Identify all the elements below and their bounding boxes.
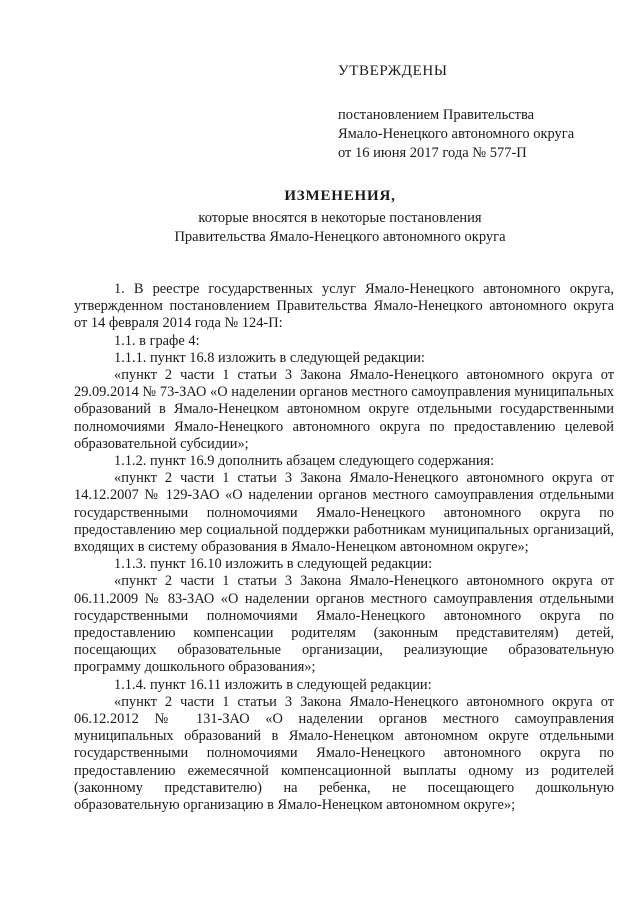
approval-heading: УТВЕРЖДЕНЫ [338, 63, 448, 79]
approval-line: Ямало-Ненецкого автономного округа [338, 126, 575, 142]
paragraph-quote-16-8: «пункт 2 части 1 статьи 3 Закона Ямало-Ненецкого автономного округа от 29.09.2014 № 73-ЗАО «О наделении органов местного самоуправления муниципальных образований в Ямало-Ненецком автономном округе отдельными государственными полномочиями Ямало-Ненецкого автономного округа по предоставлению целевой образовательной субсидии»; [74, 367, 614, 452]
approval-line: от 16 июня 2017 года № 577-П [338, 145, 527, 161]
paragraph-1-1-2: 1.1.2. пункт 16.9 дополнить абзацем следующего содержания: [114, 453, 495, 470]
title-subline: которые вносятся в некоторые постановления [198, 210, 482, 226]
paragraph-quote-16-11: «пункт 2 части 1 статьи 3 Закона Ямало-Ненецкого автономного округа от 06.12.2012 № 131-ЗАО «О наделении органов местного самоуправления муниципальных образований в Ямало-Ненецком автономном округе отдельными государственными полномочиями Ямало-Ненецкого автономного округа по предоставлению ежемесячной компенсационной выплаты одному из родителей (законному представителю) на ребенка, не посещающего дошкольную образовательную организацию в Ямало-Ненецком автономном округе»; [74, 693, 614, 814]
paragraph-1: 1. В реестре государственных услуг Ямало-Ненецкого автономного округа, утвержденном постановлением Правительства Ямало-Ненецкого автономного округа от 14 февраля 2014 года № 124-П: [74, 281, 614, 332]
paragraph-1-1-1: 1.1.1. пункт 16.8 изложить в следующей редакции: [114, 349, 425, 366]
paragraph-quote-16-10: «пункт 2 части 1 статьи 3 Закона Ямало-Ненецкого автономного округа от 06.11.2009 № 83-ЗАО «О наделении органов местного самоуправления отдельными государственными полномочиями Ямало-Ненецкого автономного округа по предоставлению компенсации родителям (законным представителям) детей, посещающих образовательные организации, реализующие образовательную программу дошкольного образования»; [74, 573, 614, 676]
approval-stamp [338, 62, 618, 163]
paragraph-1-1: 1.1. в графе 4: [114, 332, 200, 349]
paragraph-quote-16-9: «пункт 2 части 1 статьи 3 Закона Ямало-Ненецкого автономного округа от 14.12.2007 № 129-ЗАО «О наделении органов местного самоуправления отдельными государственными полномочиями Ямало-Ненецкого автономного округа по предоставлению мер социальной поддержки работникам муниципальных организаций, входящих в систему образования в Ямало-Ненецком автономном округе»; [74, 470, 614, 556]
approval-line: постановлением Правительства [338, 107, 535, 123]
document-title [100, 187, 580, 247]
title-main: ИЗМЕНЕНИЯ, [284, 188, 396, 204]
title-subline: Правительства Ямало-Ненецкого автономного округа [174, 229, 506, 245]
document-body [74, 281, 614, 814]
paragraph-1-1-3: 1.1.3. пункт 16.10 изложить в следующей редакции: [114, 556, 433, 573]
paragraph-1-1-4: 1.1.4. пункт 16.11 изложить в следующей редакции: [114, 676, 432, 693]
